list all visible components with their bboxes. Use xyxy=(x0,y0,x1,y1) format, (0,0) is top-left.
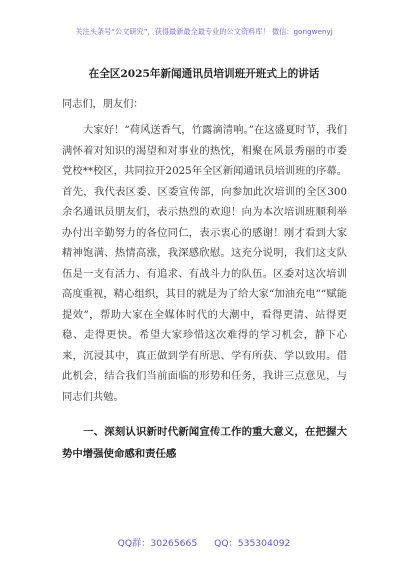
footer-qq-group: QQ群：30265665 xyxy=(117,538,198,549)
document-title: 在全区2025年新闻通讯员培训班开班式上的讲话 xyxy=(88,68,320,80)
paragraph-1-text: 大家好！“荷风送香气，竹露滴清响。”在这盛夏时节，我们满怀着对知识的渴望和对事业的热忱，相聚在风景秀丽的市委党校**校区，共同拉开2025年全区新闻通讯员培训班的序幕。首先，我代表区委、区委宣传部，向参加此次培训的全区300余名通讯员朋友们，表示热烈的欢迎！向为本次培训班顺利举办付出辛勤努力的各位同仁，表示衷心的感谢！刚才看到大家精神饱满、热情高涨，我深感欣慰。这充分说明，我们这支队伍是一支有活力、有追求、有战斗力的队伍。区委对这次培训高度重视，精心组织，其目的就是为了给大家“加油充电”“赋能提效”，帮助大家在全媒体时代的大潮中，看得更清、站得更稳、走得更快。希望大家珍惜这次难得的学习机会，静下心来，沉浸其中，真正做到学有所思、学有所获、学以致用。借此机会，结合我们当前面临的形势和任务，我讲三点意见，与同志们共勉。 xyxy=(62,124,347,403)
speech-body xyxy=(62,120,347,407)
footer-contact xyxy=(0,535,408,549)
header-promo-banner: 关注头条号“公文研究”，获得最新最全最专业的公文资料库！ 微信：gongwenyj xyxy=(75,27,333,36)
section-1-heading-text: 一、深刻认识新时代新闻宣传工作的重大意义，在把握大势中增强使命感和责任感 xyxy=(62,426,347,460)
paragraph-1 xyxy=(62,120,347,407)
section-1-heading xyxy=(62,421,347,465)
salutation: 同志们，朋友们： xyxy=(62,99,144,110)
footer-qq: QQ：535304092 xyxy=(214,538,291,549)
